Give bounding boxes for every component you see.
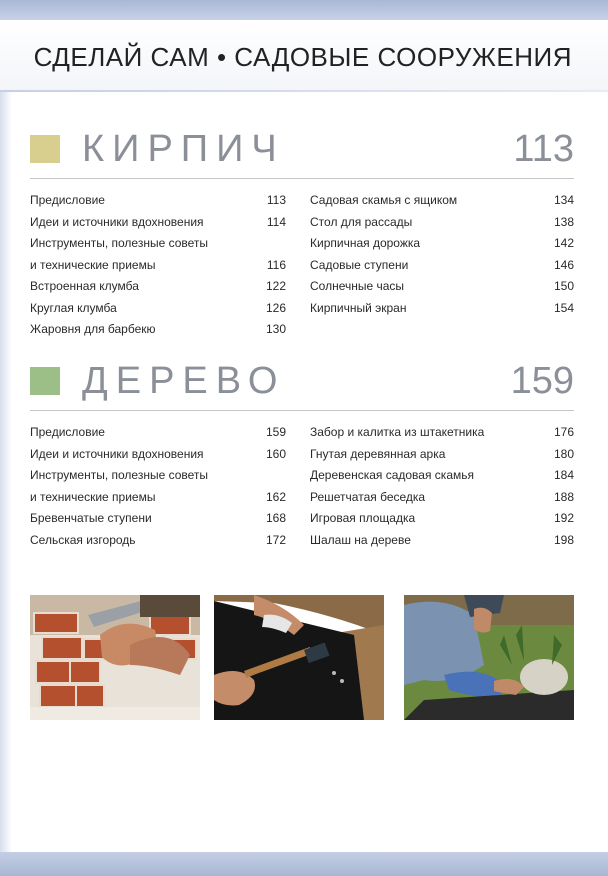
toc-entry-page: 126 xyxy=(265,300,286,315)
toc-entry-page: 113 xyxy=(266,193,286,207)
toc-entry-title: Шалаш на дереве xyxy=(310,532,411,547)
section-title: КИРПИЧ xyxy=(82,128,285,170)
toc-entry-page: 146 xyxy=(553,257,574,272)
toc-entry-page: 184 xyxy=(553,468,574,482)
toc-entry-title: Предисловие xyxy=(30,425,105,439)
toc-entry-title: Решетчатая беседка xyxy=(310,489,426,504)
toc-column-left xyxy=(30,190,286,341)
toc-entry[interactable] xyxy=(30,190,286,212)
toc-entry[interactable] xyxy=(310,508,574,530)
toc-entry-title: Деревенская садовая скамья xyxy=(310,468,474,482)
section-wood xyxy=(30,360,574,547)
toc-entry[interactable] xyxy=(310,487,574,509)
toc-entry[interactable] xyxy=(310,422,574,444)
page-header xyxy=(0,20,608,90)
toc-entry[interactable] xyxy=(310,444,574,466)
section-page-number: 159 xyxy=(510,360,574,402)
toc-entry-title: Стол для рассады xyxy=(310,214,413,229)
toc-entry-page: 168 xyxy=(265,511,286,525)
toc-entry[interactable] xyxy=(30,465,286,487)
photo-bricklaying xyxy=(30,595,200,720)
toc-entry[interactable] xyxy=(30,319,286,341)
toc-entry-title: Садовая скамья с ящиком xyxy=(310,193,458,207)
toc-entry[interactable] xyxy=(30,444,286,466)
section-divider xyxy=(30,178,574,179)
toc-entry[interactable] xyxy=(30,298,286,320)
section-page-number: 113 xyxy=(513,128,574,170)
toc-entry-title: Инструменты, полезные советы xyxy=(30,468,209,482)
toc-entry-title: Встроенная клумба xyxy=(30,279,139,293)
photo-garden-work xyxy=(404,595,574,720)
toc-entry[interactable] xyxy=(30,422,286,444)
toc-entry-page: 116 xyxy=(266,257,286,272)
toc-entry-page: 172 xyxy=(265,532,286,547)
header-divider xyxy=(0,90,608,92)
photo-hammering xyxy=(214,595,384,720)
toc-entry-title: Гнутая деревянная арка xyxy=(310,446,446,461)
toc-column-left xyxy=(30,422,286,551)
toc-entry[interactable] xyxy=(30,276,286,298)
toc-entry[interactable] xyxy=(310,276,574,298)
section-title: ДЕРЕВО xyxy=(82,360,286,402)
toc-entry-page: 162 xyxy=(265,489,286,504)
page-title: СДЕЛАЙ САМ • САДОВЫЕ СООРУЖЕНИЯ xyxy=(33,42,572,72)
toc-column-right xyxy=(310,190,574,319)
section-color-swatch xyxy=(30,367,60,395)
toc-entry-title: Предисловие xyxy=(30,193,105,207)
toc-entry-page: 198 xyxy=(553,532,574,547)
section-header xyxy=(30,128,574,174)
toc-entry-page: 114 xyxy=(266,214,286,229)
toc-entry-title: Кирпичный экран xyxy=(310,300,407,315)
toc-entry[interactable] xyxy=(30,233,286,255)
toc-entry[interactable] xyxy=(30,530,286,552)
section-brick xyxy=(30,128,574,336)
toc-entry-page: 176 xyxy=(553,425,574,439)
toc-entry-title: Идеи и источники вдохновения xyxy=(30,446,204,461)
toc-entry-page: 159 xyxy=(265,425,286,439)
page-edge-shadow xyxy=(0,92,12,852)
toc-entry-page: 134 xyxy=(553,193,574,207)
toc-entry-page: 188 xyxy=(553,489,574,504)
toc-entry[interactable] xyxy=(310,255,574,277)
bottom-blue-band xyxy=(0,852,608,876)
toc-entry[interactable] xyxy=(30,255,286,277)
toc-entry-title: и технические приемы xyxy=(30,257,156,272)
toc-entry-title: и технические приемы xyxy=(30,489,156,504)
toc-entry[interactable] xyxy=(30,487,286,509)
toc-entry-title: Солнечные часы xyxy=(310,279,405,293)
section-header xyxy=(30,360,574,406)
toc-entry-title: Забор и калитка из штакетника xyxy=(310,425,485,439)
toc-entry-title: Жаровня для барбекю xyxy=(30,322,156,336)
toc-entry[interactable] xyxy=(310,298,574,320)
toc-entry-page: 150 xyxy=(553,279,574,293)
toc-entry-title: Сельская изгородь xyxy=(30,532,136,547)
toc-entry-title: Бревенчатые ступени xyxy=(30,511,152,525)
toc-entry-page: 154 xyxy=(553,300,574,315)
toc-entry-page: 192 xyxy=(553,511,574,525)
toc-entry-page: 138 xyxy=(553,214,574,229)
toc-entry-title: Игровая площадка xyxy=(310,511,416,525)
toc-entry-title: Идеи и источники вдохновения xyxy=(30,214,204,229)
toc-entry[interactable] xyxy=(310,190,574,212)
toc-entry[interactable] xyxy=(310,530,574,552)
toc-entry-title: Садовые ступени xyxy=(310,257,409,272)
toc-entry-title: Инструменты, полезные советы xyxy=(30,236,209,250)
toc-entry[interactable] xyxy=(30,212,286,234)
toc-entry-page: 160 xyxy=(265,446,286,461)
toc-column-right xyxy=(310,422,574,551)
section-divider xyxy=(30,410,574,411)
toc-entry[interactable] xyxy=(310,212,574,234)
toc-entry-page: 142 xyxy=(553,236,574,250)
toc-entry[interactable] xyxy=(310,233,574,255)
toc-entry[interactable] xyxy=(30,508,286,530)
toc-entry-page: 130 xyxy=(265,322,286,336)
toc-entry-title: Круглая клумба xyxy=(30,300,117,315)
toc-entry-page: 180 xyxy=(553,446,574,461)
top-blue-band xyxy=(0,0,608,20)
toc-entry[interactable] xyxy=(310,465,574,487)
toc-entry-title: Кирпичная дорожка xyxy=(310,236,421,250)
section-color-swatch xyxy=(30,135,60,163)
toc-entry-page: 122 xyxy=(265,279,286,293)
